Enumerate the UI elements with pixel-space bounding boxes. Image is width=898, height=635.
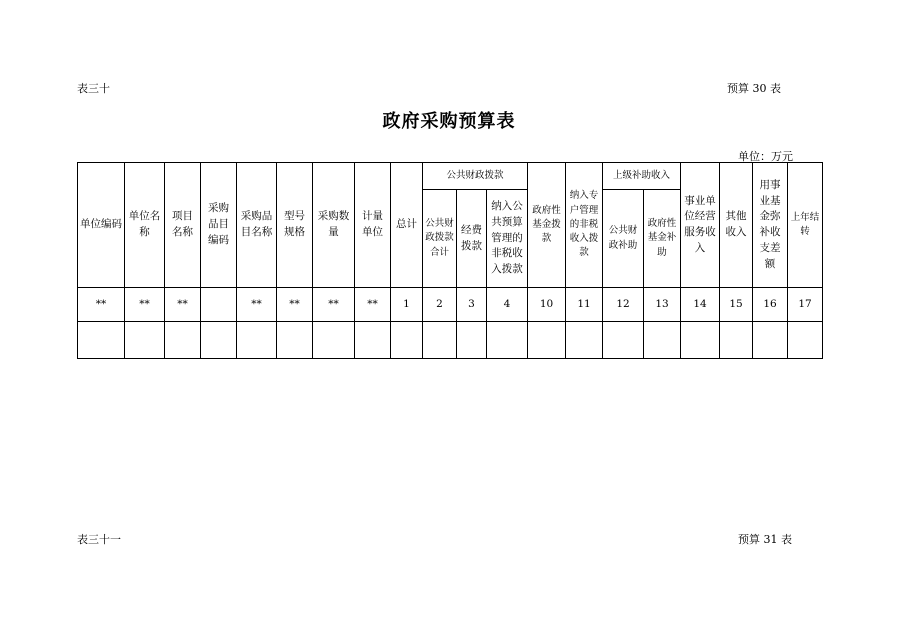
col-header-project-name: 项目名称 [165, 163, 201, 288]
next-table-code-label: 表三十一 [77, 533, 121, 546]
cell [165, 322, 201, 359]
table-row [78, 322, 823, 359]
cell: 12 [603, 288, 644, 322]
table-code-label: 表三十 [77, 82, 110, 95]
cell [528, 322, 566, 359]
col-header-item-name: 采购品目名称 [237, 163, 277, 288]
cell: 13 [644, 288, 681, 322]
col-group-superior-subsidy: 上级补助收入 [603, 163, 681, 190]
cell [277, 322, 313, 359]
col-header-carryover: 上年结转 [788, 163, 823, 288]
cell: ** [125, 288, 165, 322]
cell: 16 [753, 288, 788, 322]
next-budget-form-number: 预算 31 表 [738, 533, 792, 546]
unit-label: 单位：万元 [738, 150, 793, 163]
cell: 10 [528, 288, 566, 322]
cell [788, 322, 823, 359]
cell: ** [355, 288, 391, 322]
cell [78, 322, 125, 359]
col-header-measure-unit: 计量单位 [355, 163, 391, 288]
cell: 1 [391, 288, 423, 322]
cell [457, 322, 487, 359]
col-group-public-finance: 公共财政拨款 [423, 163, 528, 190]
cell [566, 322, 603, 359]
budget-form-number: 预算 30 表 [727, 82, 781, 95]
cell [313, 322, 355, 359]
col-header-business-income: 事业单位经营服务收入 [681, 163, 720, 288]
cell: 11 [566, 288, 603, 322]
col-header-gov-fund-subsidy: 政府性基金补助 [644, 190, 681, 288]
cell: ** [313, 288, 355, 322]
col-header-total: 总计 [391, 163, 423, 288]
cell [391, 322, 423, 359]
cell [355, 322, 391, 359]
cell [753, 322, 788, 359]
cell: 15 [720, 288, 753, 322]
col-header-item-code: 采购品目编码 [201, 163, 237, 288]
cell: 17 [788, 288, 823, 322]
col-header-gov-fund: 政府性基金拨款 [528, 163, 566, 288]
col-header-unit-name: 单位名称 [125, 163, 165, 288]
col-header-other-income: 其他收入 [720, 163, 753, 288]
cell: ** [165, 288, 201, 322]
page-title: 政府采购预算表 [382, 111, 516, 132]
cell: 14 [681, 288, 720, 322]
cell: 2 [423, 288, 457, 322]
cell [603, 322, 644, 359]
col-header-public-total: 公共财政拨款合计 [423, 190, 457, 288]
col-header-model-spec: 型号规格 [277, 163, 313, 288]
col-header-public-subsidy: 公共财政补助 [603, 190, 644, 288]
cell: ** [237, 288, 277, 322]
cell [423, 322, 457, 359]
table-row [78, 288, 823, 322]
col-header-special-account: 纳入专户管理的非税收入拨款 [566, 163, 603, 288]
cell: 4 [487, 288, 528, 322]
cell [201, 288, 237, 322]
col-header-fund-balance: 用事业基金弥补收支差额 [753, 163, 788, 288]
cell: 3 [457, 288, 487, 322]
cell: ** [277, 288, 313, 322]
cell [201, 322, 237, 359]
col-header-nontax-public: 纳入公共预算管理的非税收入拨款 [487, 190, 528, 288]
cell [720, 322, 753, 359]
cell [125, 322, 165, 359]
cell: ** [78, 288, 125, 322]
cell [487, 322, 528, 359]
cell [644, 322, 681, 359]
cell [237, 322, 277, 359]
col-header-funding: 经费拨款 [457, 190, 487, 288]
cell [681, 322, 720, 359]
procurement-budget-table [77, 162, 823, 359]
col-header-quantity: 采购数量 [313, 163, 355, 288]
col-header-unit-code: 单位编码 [78, 163, 125, 288]
